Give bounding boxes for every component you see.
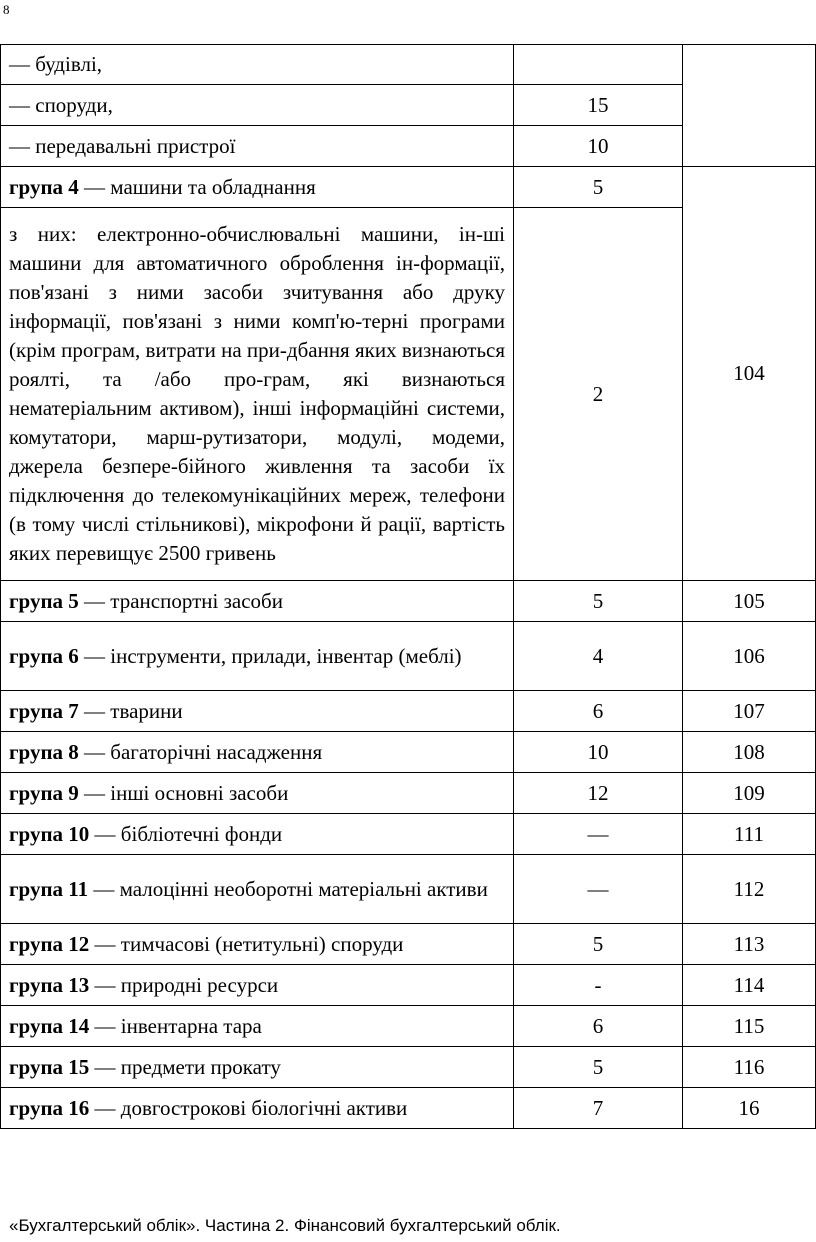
row-account: 111: [683, 814, 816, 855]
row-description: [1, 814, 514, 855]
row-account: 108: [683, 732, 816, 773]
row-rate: —: [514, 855, 683, 924]
group-title: — тварини: [78, 698, 183, 723]
row-rate: 10: [514, 126, 683, 167]
page-footer: «Бухгалтерський облік». Частина 2. Фінансовий бухгалтерський облік.: [9, 1216, 561, 1235]
row-description: [1, 622, 514, 691]
row-rate: 5: [514, 581, 683, 622]
row-account: 106: [683, 622, 816, 691]
row-description: [1, 965, 514, 1006]
group-title: — машини та обладнання: [78, 174, 316, 199]
row-description: [1, 581, 514, 622]
group-label: група 10: [9, 821, 90, 846]
group-title: — малоцінні необоротні матеріальні активи: [88, 876, 488, 901]
page-number: 8: [3, 2, 10, 17]
group-label: група 5: [9, 588, 79, 613]
group-title: — інвентарна тара: [89, 1013, 262, 1038]
table-row: [1, 814, 816, 855]
depreciation-groups-table: [0, 44, 816, 1129]
row-rate: 10: [514, 732, 683, 773]
row-account: 105: [683, 581, 816, 622]
table-row: [1, 167, 816, 208]
group-title: — транспортні засоби: [78, 588, 283, 613]
row-account: 114: [683, 965, 816, 1006]
row-description: [1, 732, 514, 773]
table-row: [1, 1006, 816, 1047]
row-description: [1, 773, 514, 814]
group-title: — бібліотечні фонди: [89, 821, 283, 846]
group-label: група 7: [9, 698, 79, 723]
table-row: [1, 691, 816, 732]
row-rate: 4: [514, 622, 683, 691]
group-title: — інструменти, прилади, інвентар (меблі): [78, 643, 462, 668]
group-label: група 8: [9, 739, 79, 764]
row-rate: 5: [514, 1047, 683, 1088]
row-account: [683, 45, 816, 167]
row-description: — передавальні пристрої: [1, 126, 514, 167]
table-row: [1, 1088, 816, 1129]
row-rate: 2: [514, 208, 683, 581]
group-title: — тимчасові (нетитульні) споруди: [89, 931, 404, 956]
row-description: — будівлі,: [1, 45, 514, 85]
row-rate: 7: [514, 1088, 683, 1129]
row-rate: 5: [514, 924, 683, 965]
row-description: [1, 924, 514, 965]
group-label: група 4: [9, 174, 79, 199]
row-account: 107: [683, 691, 816, 732]
group-label: група 9: [9, 780, 79, 805]
row-rate: [514, 45, 683, 85]
row-rate: 6: [514, 1006, 683, 1047]
row-rate: 6: [514, 691, 683, 732]
row-account: 104: [683, 167, 816, 581]
row-rate: —: [514, 814, 683, 855]
group-title: — довгострокові біологічні активи: [89, 1095, 408, 1120]
row-description: [1, 1047, 514, 1088]
group-title: — багаторічні насадження: [78, 739, 323, 764]
row-description: [1, 1088, 514, 1129]
row-rate: 5: [514, 167, 683, 208]
row-description: [1, 691, 514, 732]
group-label: група 14: [9, 1013, 90, 1038]
row-account: 109: [683, 773, 816, 814]
group-title: — природні ресурси: [89, 972, 279, 997]
group-label: група 15: [9, 1054, 90, 1079]
row-rate: 12: [514, 773, 683, 814]
row-description: [1, 1006, 514, 1047]
row-description: з них: електронно-обчислювальні машини, ін-ші машини для автоматичного оброблення ін-формації, пов'язані з ними засоби зчитування або друку інформації, пов'язані з ними комп'ю-терні програми (крім програм, витрати на при-дбання яких визнаються роялті, та /або про-грам, які визнаються нематеріальним активом), інші інформаційні системи, комутатори, марш-рутизатори, модулі, модеми, джерела безпере-бійного живлення та засоби їх підключення до телекомунікаційних мереж, телефони (в тому числі стільникові), мікрофони й рації, вартість яких перевищує 2500 гривень: [1, 208, 514, 581]
table-row: [1, 732, 816, 773]
row-account: 16: [683, 1088, 816, 1129]
group-label: група 16: [9, 1095, 90, 1120]
table-row: [1, 924, 816, 965]
row-account: 115: [683, 1006, 816, 1047]
row-account: 116: [683, 1047, 816, 1088]
group-label: група 6: [9, 643, 79, 668]
group-label: група 12: [9, 931, 90, 956]
table-row: [1, 622, 816, 691]
row-account: 113: [683, 924, 816, 965]
group-label: група 13: [9, 972, 90, 997]
table-row: [1, 773, 816, 814]
row-description: — споруди,: [1, 85, 514, 126]
group-label: група 11: [9, 876, 89, 901]
table-row: [1, 1047, 816, 1088]
group-title: — інші основні засоби: [78, 780, 289, 805]
table-row: [1, 855, 816, 924]
row-rate: 15: [514, 85, 683, 126]
row-description: [1, 167, 514, 208]
row-description: [1, 855, 514, 924]
table-row: [1, 965, 816, 1006]
table-row: [1, 581, 816, 622]
row-rate: -: [514, 965, 683, 1006]
table-row: [1, 45, 816, 85]
group-title: — предмети прокату: [89, 1054, 281, 1079]
row-account: 112: [683, 855, 816, 924]
